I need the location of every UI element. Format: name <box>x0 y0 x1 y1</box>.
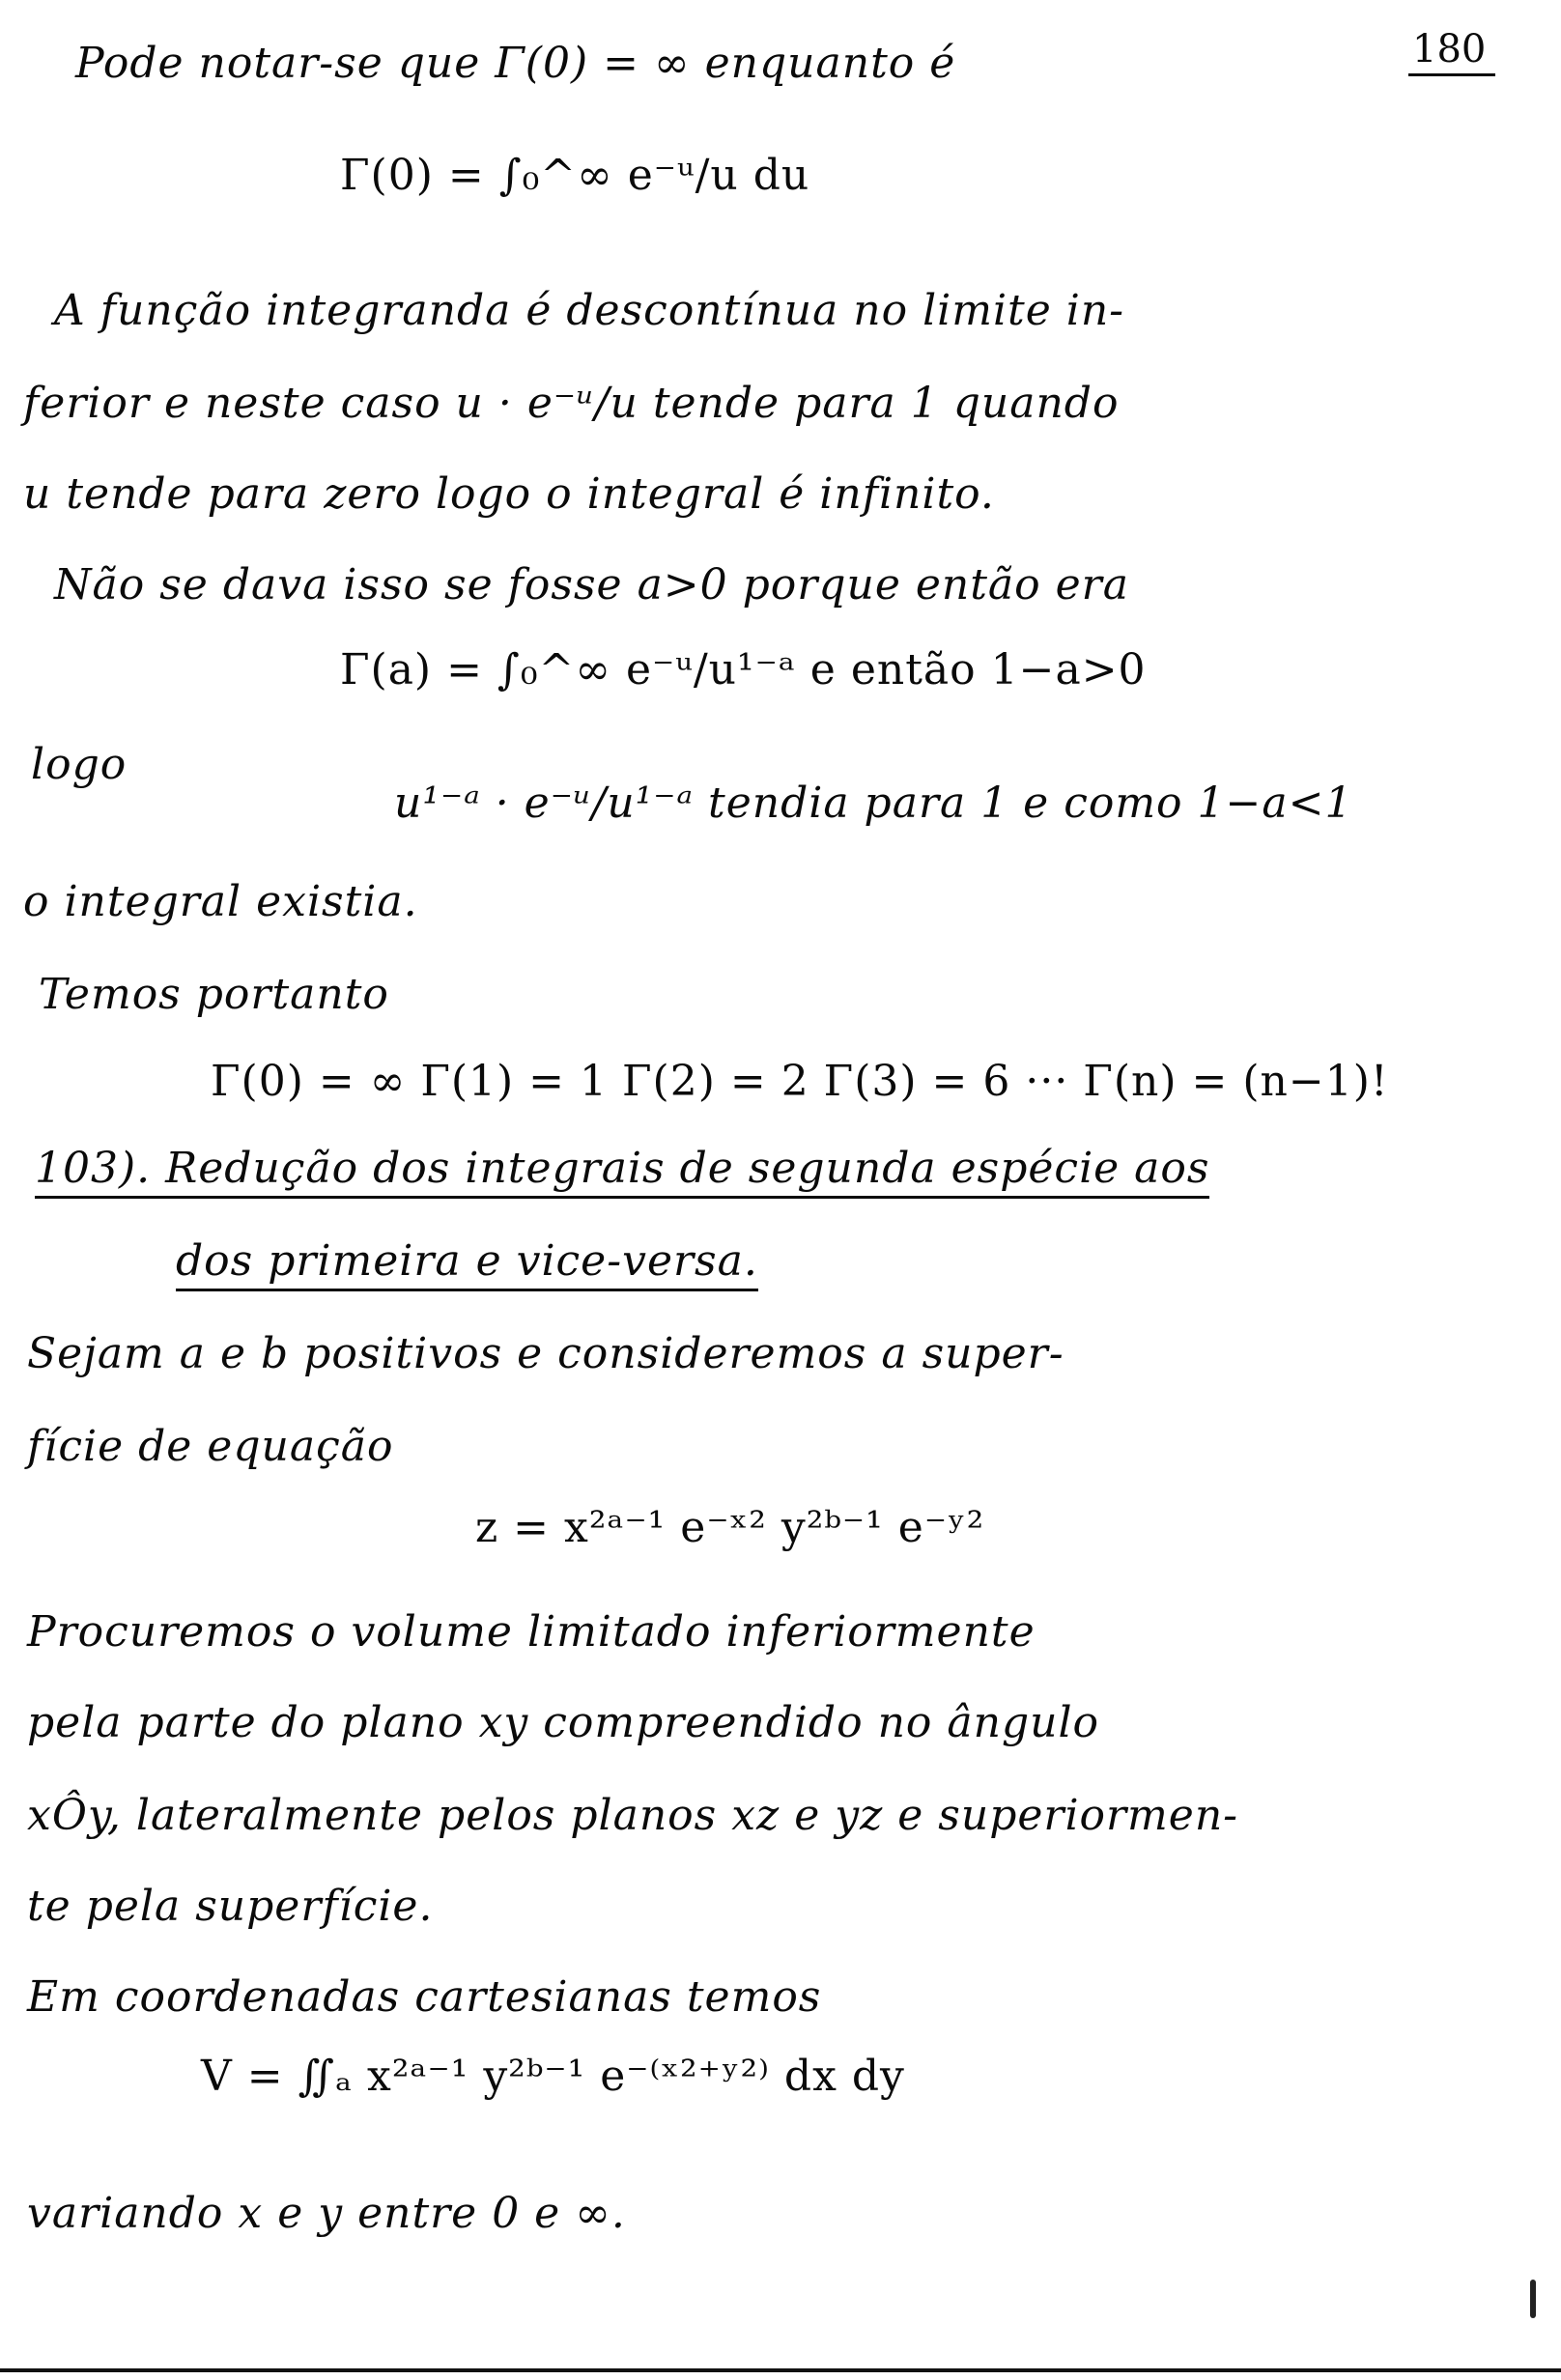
section-heading-continued: dos primeira e vice-versa. <box>176 1240 758 1291</box>
formula-gamma-a: Γ(a) = ∫₀^∞ e⁻ᵘ/u¹⁻ᵃ e então 1−a>0 <box>340 645 1147 694</box>
text-line: u¹⁻ᵃ · e⁻ᵘ/u¹⁻ᵃ tendia para 1 e como 1−a<1 <box>394 779 1353 828</box>
text-line: ferior e neste caso u · e⁻ᵘ/u tende para 1 quando <box>23 379 1120 428</box>
text-line: fície de equação <box>27 1422 394 1471</box>
formula-volume: V = ∬ₐ x²ᵃ⁻¹ y²ᵇ⁻¹ e⁻⁽ˣ²⁺ʸ²⁾ dx dy <box>201 2052 905 2101</box>
text-line: Procuremos o volume limitado inferiormente <box>27 1607 1036 1657</box>
edge-mark <box>1530 2280 1536 2318</box>
text-line: pela parte do plano xy compreendido no ângulo <box>27 1698 1100 1747</box>
text-line: u tende para zero logo o integral é infinito. <box>23 469 995 519</box>
page-edge <box>0 2368 1561 2372</box>
text-line: logo <box>31 740 128 789</box>
text-line: variando x e y entre 0 e ∞. <box>27 2189 626 2238</box>
page-number: 180 <box>1412 27 1487 71</box>
text-line: te pela superfície. <box>27 1882 434 1931</box>
section-heading: 103). Redução dos integrais de segunda espécie aos <box>35 1148 1209 1199</box>
text-line: A função integranda é descontínua no limite in- <box>54 286 1125 335</box>
text-line: Em coordenadas cartesianas temos <box>27 1972 822 2022</box>
text-line: Pode notar-se que Γ(0) = ∞ enquanto é <box>75 39 956 88</box>
text-line: Não se dava isso se fosse a>0 porque então era <box>54 560 1129 609</box>
formula-gamma-zero: Γ(0) = ∫₀^∞ e⁻ᵘ/u du <box>340 151 810 200</box>
formula-gamma-values: Γ(0) = ∞ Γ(1) = 1 Γ(2) = 2 Γ(3) = 6 ··· Γ(n) = (n−1)! <box>211 1057 1389 1106</box>
text-line: Sejam a e b positivos e consideremos a super- <box>27 1329 1064 1378</box>
text-line: Temos portanto <box>39 970 389 1019</box>
text-line: o integral existia. <box>23 877 418 926</box>
formula-surface: z = x²ᵃ⁻¹ e⁻ˣ² y²ᵇ⁻¹ e⁻ʸ² <box>475 1503 985 1552</box>
text-line: xÔy, lateralmente pelos planos xz e yz e superiormen- <box>27 1791 1239 1840</box>
page-number-underline <box>1408 73 1495 76</box>
